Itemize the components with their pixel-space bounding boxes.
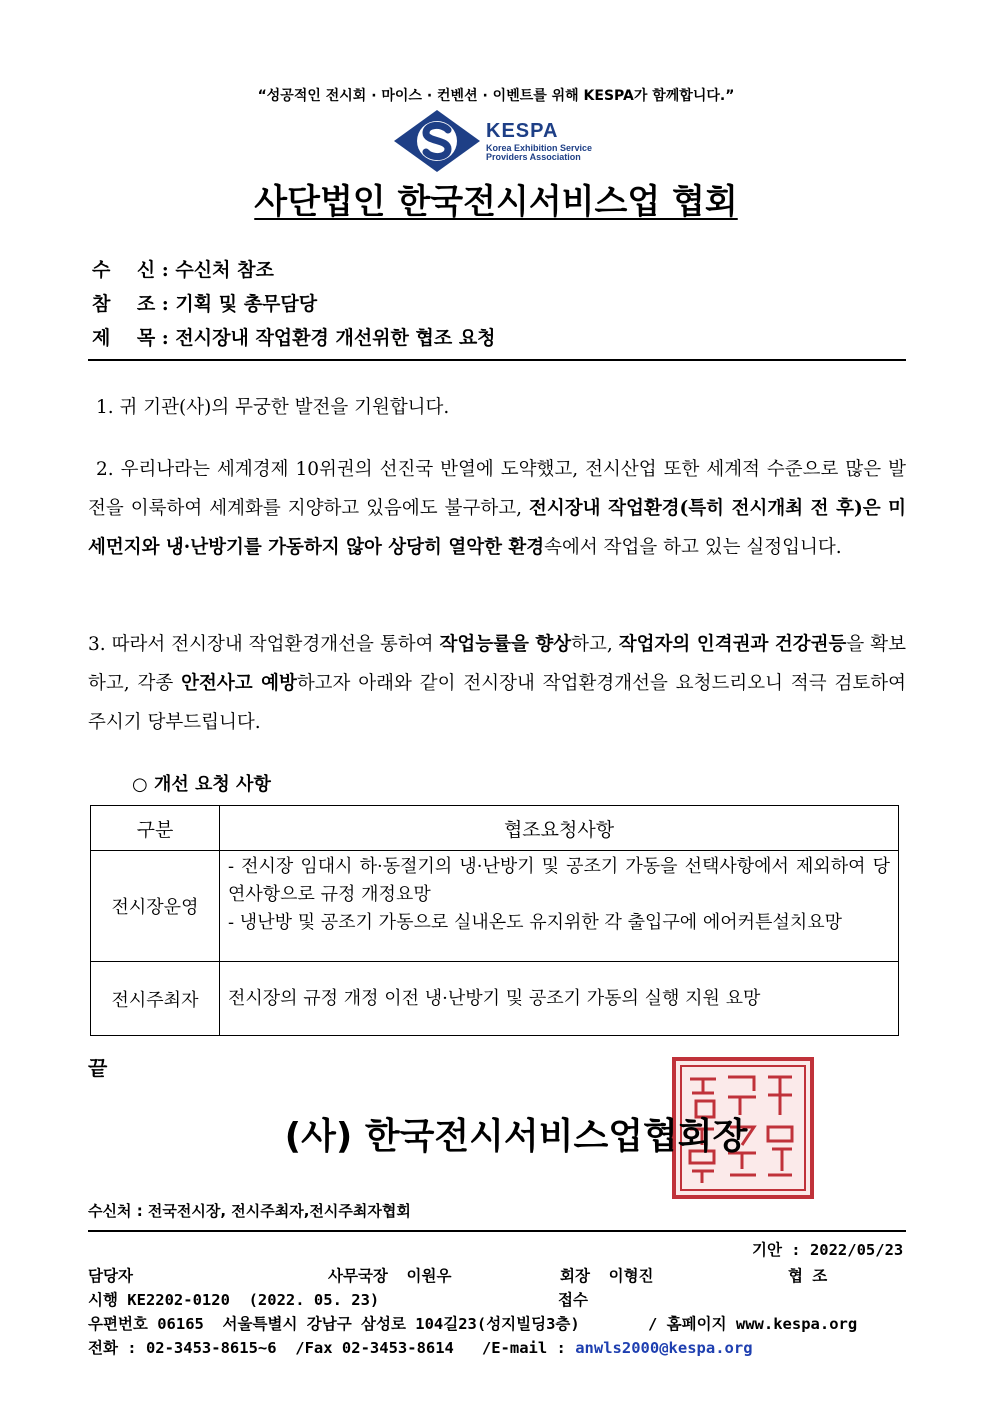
paragraph-3 xyxy=(88,625,906,742)
table-row xyxy=(91,962,899,1036)
staff-label: 담당자 xyxy=(88,1267,133,1285)
row-request xyxy=(220,851,899,962)
paragraph-3-bold-f: 안전사고 예방 xyxy=(181,673,297,694)
email-link[interactable]: anwls2000@kespa.org xyxy=(575,1339,753,1357)
logo-subtitle xyxy=(486,144,592,162)
request-line: 전시장의 규정 개정 이전 냉·난방기 및 공조기 가동의 실행 지원 요망 xyxy=(228,987,761,1009)
table-row xyxy=(91,851,899,962)
recipient-line: 수 신 : 수신처 참조 xyxy=(92,259,274,281)
logo-subtitle-line-1: Korea Exhibition Service xyxy=(486,143,593,153)
footer-divider xyxy=(88,1230,906,1232)
paragraph-3-text-c: 하고, xyxy=(571,634,619,655)
logo-text: KESPA xyxy=(486,120,559,142)
row-category: 전시장운영 xyxy=(91,851,220,962)
requests-title: ○ 개선 요청 사항 xyxy=(132,774,271,795)
paragraph-2-text-c: 속에서 작업을 하고 있는 실정입니다. xyxy=(544,537,842,558)
paragraph-1-text: 1. 귀 기관(사)의 무궁한 발전을 기원합니다. xyxy=(96,397,450,418)
header-category: 구분 xyxy=(91,806,220,851)
requests-table xyxy=(90,805,899,1036)
paragraph-3-bold-d: 작업자의 인격권과 건강권등 xyxy=(618,634,847,655)
kespa-emblem-icon xyxy=(392,108,482,174)
signature-title: (사) 한국전시서비스업협회장 xyxy=(284,1116,748,1157)
paragraph-2-bold: 전시장내 작업환경(특히 전시개최 전 후)은 미세먼지와 냉·난방기를 가동하지 않아 상당히 열악한 환경 xyxy=(88,498,906,558)
logo-subtitle-line-2: Providers Association xyxy=(486,152,581,162)
divider xyxy=(88,359,906,361)
slogan: “성공적인 전시회 · 마이스 · 컨벤션 · 이벤트를 위해 KESPA가 함께합니다.” xyxy=(257,88,735,104)
kespa-logo xyxy=(392,108,602,174)
reference-line: 참 조 : 기획 및 총무담당 xyxy=(92,293,318,315)
contact-text: 전화 : 02-3453-8615~6 /Fax 02-3453-8614 /E-mail : xyxy=(88,1339,576,1357)
subject-line: 제 목 : 전시장내 작업환경 개선위한 협조 요청 xyxy=(92,327,496,349)
contact-line xyxy=(88,1336,753,1358)
paragraph-3-text-a: 3. 따라서 전시장내 작업환경개선을 통하여 xyxy=(88,634,440,655)
receipt-label: 접수 xyxy=(558,1291,588,1309)
draft-date: 기안 : 2022/05/23 xyxy=(752,1241,904,1259)
recipients-list: 수신처 : 전국전시장, 전시주최자,전시주최자협회 xyxy=(88,1202,411,1220)
end-mark: 끝 xyxy=(88,1056,108,1080)
paragraph-2-text-a: 2. 우리나라는 세계경제 10위권의 선진국 반열에 도약했고, 전시산업 또한 세계적 수준으로 많은 발전을 이룩하여 세계화를 지양하고 있음에도 불구하고, xyxy=(88,459,906,519)
row-request xyxy=(220,962,899,1036)
homepage: / 홈페이지 www.kespa.org xyxy=(648,1315,858,1333)
request-line: - 냉난방 및 공조기 가동으로 실내온도 유지위한 각 출입구에 에어커튼설치요망 xyxy=(228,912,842,933)
postal-address: 우편번호 06165 서울특별시 강남구 삼성로 104길23(성지빌딩3층) xyxy=(88,1315,580,1333)
paragraph-3-text-e: 을 확보하고, 각종 xyxy=(88,634,907,694)
header-request: 협조요청사항 xyxy=(220,806,899,851)
paragraph-3-bold-b: 작업능률을 향상 xyxy=(439,634,572,655)
request-line: - 전시장 임대시 하·동절기의 냉·난방기 및 공조기 가동을 선택사항에서 제외하여 당연사항으로 규정 개정요망 xyxy=(228,856,890,905)
paragraph-3-text-g: 하고자 아래와 같이 전시장내 작업환경개선을 요청드리오니 적극 검토하여 주시기 당부드립니다. xyxy=(88,673,906,733)
row-category: 전시주최자 xyxy=(91,962,220,1036)
secretary-general: 사무국장 이원우 xyxy=(328,1267,452,1285)
cooperation-label: 협 조 xyxy=(788,1267,828,1285)
issue-number: 시행 KE2202-0120 (2022. 05. 23) xyxy=(88,1291,380,1309)
table-header-row xyxy=(91,806,899,851)
president-name: 회장 이형진 xyxy=(560,1267,654,1285)
paragraph-2 xyxy=(88,450,906,567)
paragraph-1 xyxy=(88,388,906,427)
organization-title: 사단법인 한국전시서비스업 협회 xyxy=(254,182,738,222)
